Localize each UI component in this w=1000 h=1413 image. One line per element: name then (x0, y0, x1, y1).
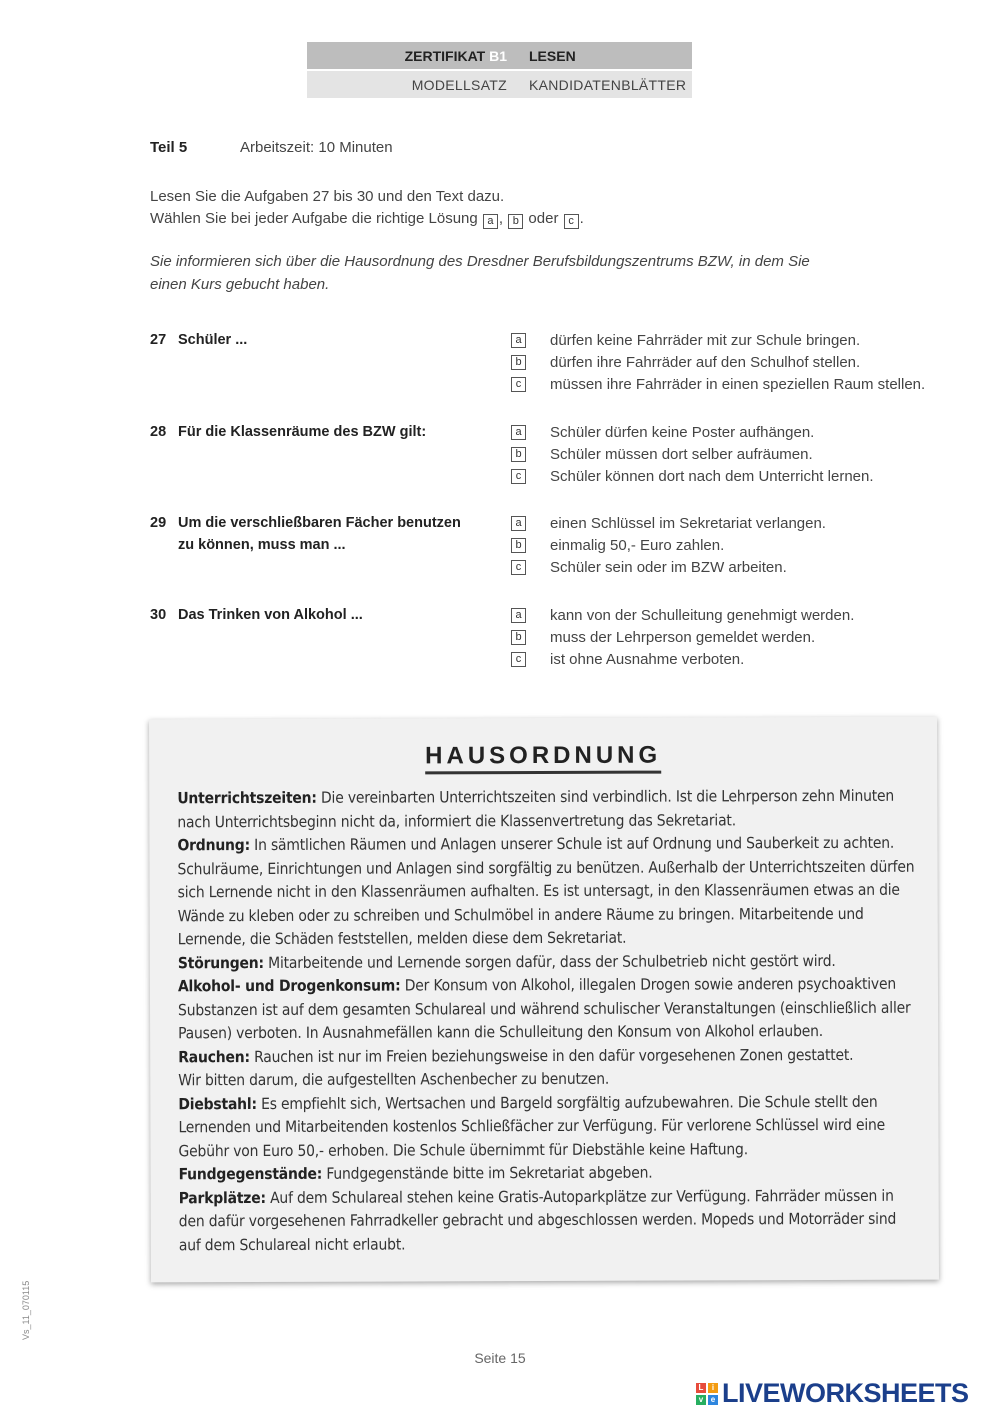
notice-section-unterrichtszeiten: Unterrichtszeiten: Die vereinbarten Unterrichtszeiten sind verbindlich. Ist die Lehrperson zehn Minuten nach Unterrichtsbeginn nicht da, informiert die Klassenvertretung das Sekretariat. (177, 786, 895, 831)
logo-square: v (696, 1395, 706, 1405)
checkbox-c[interactable]: c (511, 377, 526, 392)
option-c[interactable]: c Schüler sein oder im BZW arbeiten. (510, 556, 826, 578)
logo-square: L (696, 1383, 706, 1393)
option-a[interactable]: a kann von der Schulleitung genehmigt werden. (510, 604, 854, 626)
task-question-text: Schüler ... (178, 332, 248, 348)
liveworksheets-logo[interactable] (696, 1378, 969, 1409)
house-rules-notice (149, 717, 939, 1283)
answer-box-icon: a (483, 214, 498, 229)
exam-header (307, 42, 692, 98)
notice-body (177, 785, 919, 1258)
answer-box-icon: c (564, 214, 579, 229)
task-question-text: Für die Klassenräume des BZW gilt: (178, 424, 427, 440)
part-label: Teil 5 (150, 139, 188, 156)
notice-section-ordnung: Ordnung: In sämtlichen Räumen und Anlagen unserer Schule ist auf Ordnung und Sauberkeit zu achten. Schulräume, Einrichtungen und Anlagen sind sorgfältig zu benützen. Außerhalb der Unterrichtszeiten dürfen sich Lernende nicht in den Klassenräumen aufhalten. Es ist untersagt, in den Klassenräumen etwas an die Wände zu kleben oder zu schreiben und Schulmöbel in andere Räume zu bringen. Mitarbeitende und Lernende, die Schäden feststellen, melden diese dem Sekretariat. (177, 833, 915, 949)
option-a[interactable]: a Schüler dürfen keine Poster aufhängen. (510, 421, 874, 443)
page-number: Seite 15 (474, 1350, 526, 1366)
checkbox-c[interactable]: c (511, 469, 526, 484)
logo-squares-icon (696, 1383, 718, 1405)
exam-section: LESEN (529, 47, 576, 64)
header-row-top (307, 42, 692, 69)
checkbox-b[interactable]: b (511, 447, 526, 462)
checkbox-b[interactable]: b (511, 538, 526, 553)
notice-title: HAUSORDNUNG (425, 742, 661, 775)
notice-section-alkohol: Alkohol- und Drogenkonsum: Der Konsum von Alkohol, illegalen Drogen sowie anderen psychoaktiven Substanzen ist auf dem gesamten Schulareal und während schulischer Veranstaltungen (einschließlich aller Pausen) verboten. In Ausnahmefällen kann die Schulleitung den Konsum von Alkohol erlauben. (177, 974, 911, 1043)
task-options (510, 512, 826, 578)
exam-subtitle: MODELLSATZ (411, 76, 507, 93)
document-code: Vs_11_070115 (21, 1280, 31, 1340)
logo-text: LIVEWORKSHEETS (722, 1378, 969, 1408)
option-b[interactable]: b muss der Lehrperson gemeldet werden. (510, 626, 854, 648)
task-options (510, 421, 874, 487)
task-number: 30 (150, 607, 167, 623)
notice-section-stoerungen: Störungen: Mitarbeitende und Lernende sorgen dafür, dass der Schulbetrieb nicht gestört wird. (177, 951, 836, 972)
checkbox-a[interactable]: a (511, 608, 526, 623)
part-heading (150, 139, 393, 156)
notice-section-diebstahl: Diebstahl: Es empfiehlt sich, Wertsachen und Bargeld sorgfältig aufzubewahren. Die Schule stellt den Lernenden und Mitarbeitenden kostenlos Schließfächer zur Verfügung. Für verlorene Schlüssel wird eine Gebühr von Euro 50,- erhoben. Die Schule übernimmt für Diebstähle keine Haftung. (178, 1092, 886, 1160)
part-time: Arbeitszeit: 10 Minuten (240, 139, 393, 156)
task-number: 29 (150, 515, 167, 531)
exam-subsection: KANDIDATENBLÄTTER (529, 76, 687, 93)
option-a[interactable]: a dürfen keine Fahrräder mit zur Schule bringen. (510, 329, 925, 351)
checkbox-c[interactable]: c (511, 560, 526, 575)
notice-section-parkplaetze: Parkplätze: Auf dem Schulareal stehen keine Gratis-Autoparkplätze zur Verfügung. Fahrräder müssen in den dafür vorgesehenen Fahrradkeller gebracht und abgeschlossen werden. Mopeds und Motorräder sind auf dem Schulareal nicht erlaubt. (178, 1186, 897, 1254)
task-number: 28 (150, 424, 167, 440)
task-question-text: Um die verschließbaren Fächer benutzen zu können, muss man ... (178, 515, 461, 553)
checkbox-a[interactable]: a (511, 516, 526, 531)
option-a[interactable]: a einen Schlüssel im Sekretariat verlangen. (510, 512, 826, 534)
answer-box-icon: b (508, 214, 523, 229)
task-question (150, 512, 480, 556)
option-c[interactable]: c ist ohne Ausnahme verboten. (510, 648, 854, 670)
checkbox-b[interactable]: b (511, 355, 526, 370)
checkbox-a[interactable]: a (511, 333, 526, 348)
option-c[interactable]: c müssen ihre Fahrräder in einen speziellen Raum stellen. (510, 373, 925, 395)
task-question (150, 421, 480, 443)
logo-square: e (708, 1395, 718, 1405)
instructions-line-2: Wählen Sie bei jeder Aufgabe die richtige Lösung a , b oder c . (150, 210, 584, 227)
checkbox-a[interactable]: a (511, 425, 526, 440)
option-c[interactable]: c Schüler können dort nach dem Unterricht lernen. (510, 465, 874, 487)
checkbox-c[interactable]: c (511, 652, 526, 667)
checkbox-b[interactable]: b (511, 630, 526, 645)
instructions (150, 186, 850, 230)
instructions-line-1: Lesen Sie die Aufgaben 27 bis 30 und den Text dazu. (150, 188, 505, 205)
option-b[interactable]: b Schüler müssen dort selber aufräumen. (510, 443, 874, 465)
task-number: 27 (150, 332, 167, 348)
exam-title: ZERTIFIKAT (404, 47, 486, 64)
logo-square: i (708, 1383, 718, 1393)
task-question-text: Das Trinken von Alkohol ... (178, 607, 363, 623)
header-row-bottom (307, 71, 692, 98)
notice-section-fundgegenstaende: Fundgegenstände: Fundgegenstände bitte im Sekretariat abgeben. (178, 1163, 653, 1184)
task-question (150, 604, 480, 626)
exam-level: B1 (489, 47, 507, 64)
situation-text: Sie informieren sich über die Hausordnung des Dresdner Berufsbildungszentrums BZW, in dem Sie einen Kurs gebucht haben. (150, 253, 810, 293)
task-question (150, 329, 480, 351)
task-options (510, 604, 854, 670)
notice-section-rauchen: Rauchen: Rauchen ist nur im Freien beziehungsweise in den dafür vorgesehenen Zonen gestattet. Wir bitten darum, die aufgestellten Aschenbecher zu benutzen. (178, 1045, 854, 1090)
option-b[interactable]: b einmalig 50,- Euro zahlen. (510, 534, 826, 556)
option-b[interactable]: b dürfen ihre Fahrräder auf den Schulhof stellen. (510, 351, 925, 373)
task-options (510, 329, 925, 395)
